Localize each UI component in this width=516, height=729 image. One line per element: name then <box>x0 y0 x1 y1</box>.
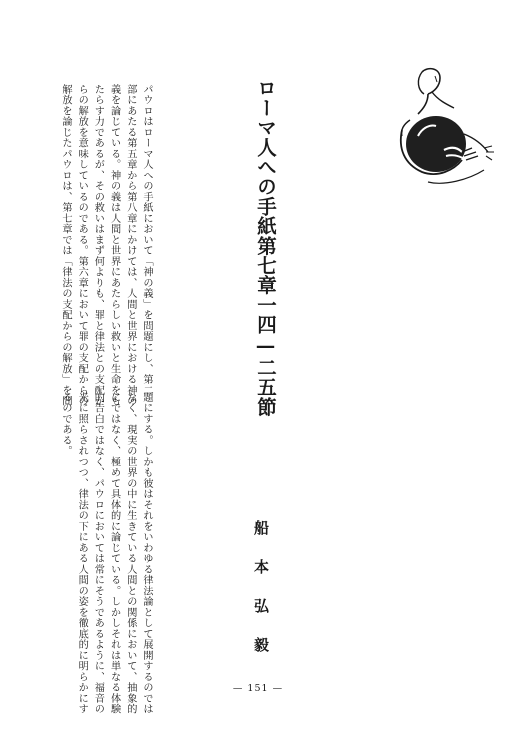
body-text-upper <box>54 84 154 407</box>
article-title: ローマ人への手紙第七章一四—二五節 <box>254 78 277 417</box>
body-line: パウロはローマ人への手紙において「神の義」を問題にし、第二 <box>141 84 152 396</box>
author-name: 船本弘毅 <box>252 520 270 676</box>
body-line: にではなく、極めて具体的に論じている。しかしそれは単なる体験 <box>108 392 120 715</box>
body-text-lower <box>54 392 154 715</box>
body-line: 義を論じている。神の義は人間と世界にあたらしい救いと生命をも <box>108 84 120 407</box>
body-line: たらす力であるが、その救いはまず何よりも、罪と律法との支配か <box>92 84 104 407</box>
body-line: 題にする。しかも彼はそれをいわゆる律法論として展開するのでは <box>141 392 152 715</box>
body-line: 的告白ではなく、パウロにおいては常にそうであるように、福音の <box>92 392 104 715</box>
body-line: 解放を論じたパウロは、第七章では「律法の支配からの解放」を問 <box>59 84 71 407</box>
page-number: — 151 — <box>232 683 284 694</box>
body-line: 部にあたる第五章から第八章にかけては、人間と世界における神の <box>124 84 136 407</box>
figure-embracing-globe-icon <box>388 64 498 192</box>
body-line: らの解放を意味しているのである。第六章において罪の支配からの <box>76 84 88 407</box>
body-line: 光に照らされつつ、律法の下にある人間の姿を徹底的に明らかにす <box>76 392 88 715</box>
body-line: るのである。 <box>59 392 71 457</box>
body-line: なく、現実の世界の中に生きている人間との関係において、抽象的 <box>124 392 136 715</box>
